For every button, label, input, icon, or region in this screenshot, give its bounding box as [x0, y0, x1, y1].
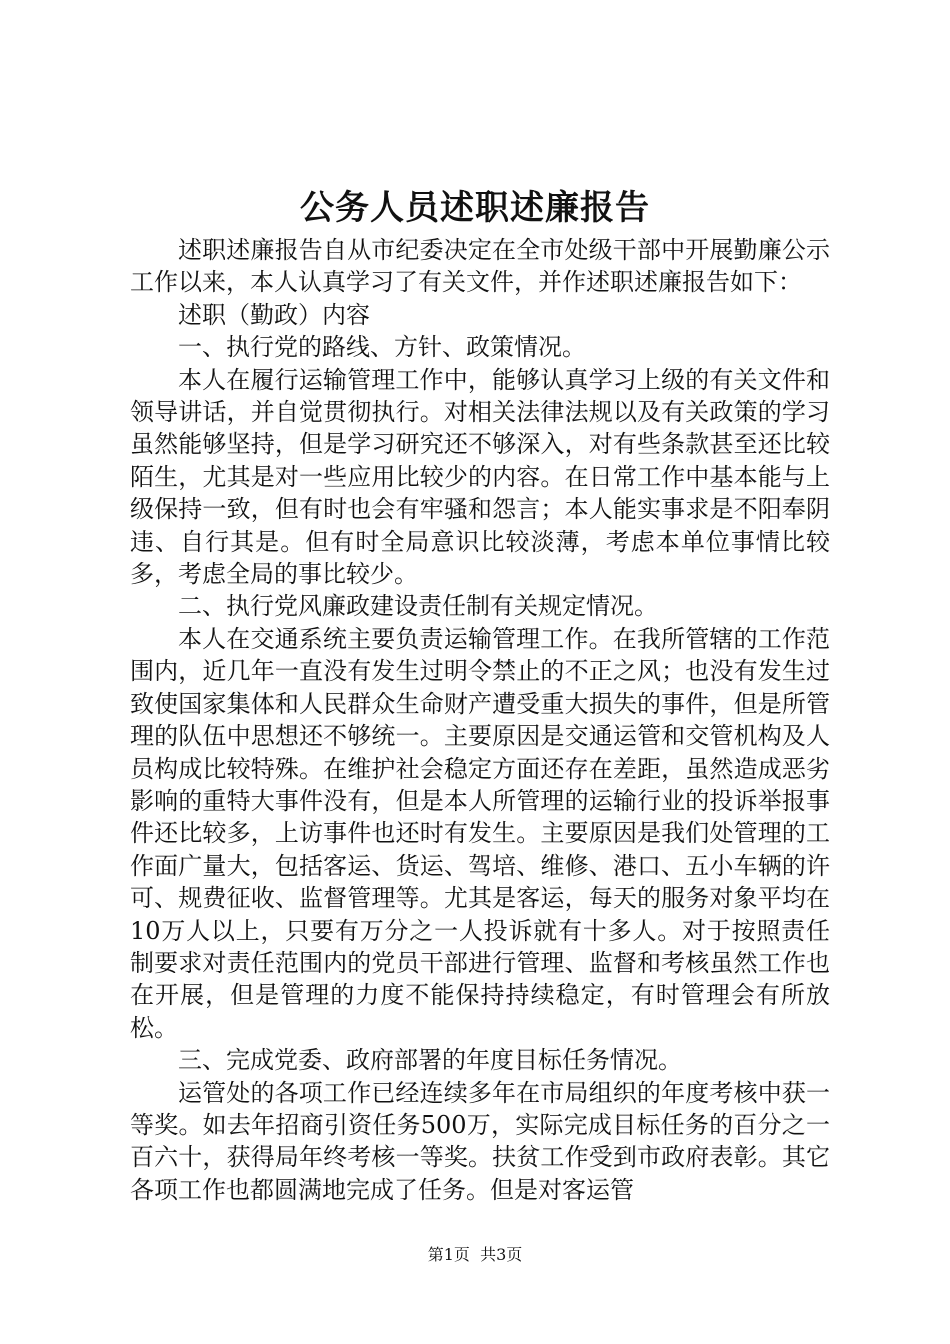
paragraph-body-2: 本人在交通系统主要负责运输管理工作。在我所管辖的工作范围内，近几年一直没有发生过明令禁止的不正之风；也没有发生过致使国家集体和人民群众生命财产遭受重大损失的事件，但是所管理的队伍中思想还不够统一。主要原因是交通运管和交管机构及人员构成比较特殊。在维护社会稳定方面还存在差距，虽然造成恶劣影响的重特大事件没有，但是本人所管理的运输行业的投诉举报事件还比较多，上访事件也还时有发生。主要原因是我们处管理的工作面广量大，包括客运、货运、驾培、维修、港口、五小车辆的许可、规费征收、监督管理等。尤其是客运，每天的服务对象平均在10万人以上，只要有万分之一人投诉就有十多人。对于按照责任制要求对责任范围内的党员干部进行管理、监督和考核虽然工作也在开展，但是管理的力度不能保持持续稳定，有时管理会有所放松。 — [130, 624, 830, 1042]
paragraph-heading-3: 三、完成党委、政府部署的年度目标任务情况。 — [178, 1046, 682, 1075]
page-number-current: 第1页 — [427, 1245, 470, 1264]
paragraph-heading-1: 一、执行党的路线、方针、政策情况。 — [178, 333, 586, 362]
paragraph-heading-2: 二、执行党风廉政建设责任制有关规定情况。 — [178, 592, 658, 621]
paragraph-section-heading: 述职（勤政）内容 — [178, 300, 370, 329]
footer-separator — [470, 1245, 480, 1264]
document-body — [130, 234, 830, 1206]
document-title: 公务人员述职述廉报告 — [300, 188, 650, 228]
page-number-total: 共3页 — [480, 1245, 523, 1264]
paragraph-body-1: 本人在履行运输管理工作中，能够认真学习上级的有关文件和领导讲话，并自觉贯彻执行。对相关法律法规以及有关政策的学习虽然能够坚持，但是学习研究还不够深入，对有些条款甚至还比较陌生，尤其是对一些应用比较少的内容。在日常工作中基本能与上级保持一致，但有时也会有牢骚和怨言；本人能实事求是不阳奉阴违、自行其是。但有时全局意识比较淡薄，考虑本单位事情比较多，考虑全局的事比较少。 — [130, 365, 830, 589]
page-footer — [0, 1244, 950, 1266]
paragraph-body-3: 运管处的各项工作已经连续多年在市局组织的年度考核中获一等奖。如去年招商引资任务500万，实际完成目标任务的百分之一百六十，获得局年终考核一等奖。扶贫工作受到市政府表彰。其它各项工作也都圆满地完成了任务。但是对客运管 — [130, 1078, 830, 1204]
paragraph-intro: 述职述廉报告自从市纪委决定在全市处级干部中开展勤廉公示工作以来，本人认真学习了有关文件，并作述职述廉报告如下： — [130, 236, 830, 297]
